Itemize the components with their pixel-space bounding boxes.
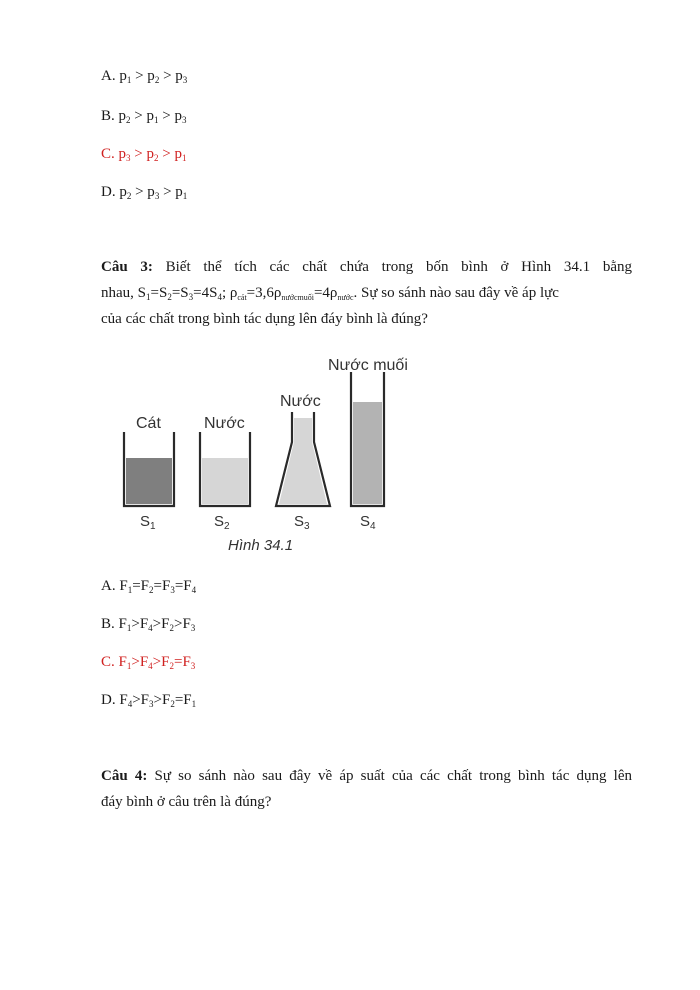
figure-caption: Hình 34.1 (228, 537, 294, 554)
question-3 (101, 254, 632, 332)
label-s4: $S_4$ (360, 513, 376, 532)
label-nuoc-2: Nước (280, 393, 321, 410)
q3-line-2: nhau, $S_1=S_2=S_3=4S_4$; $\rho_{cát}=3,6\rho_{nướcmuối}=4\rho_{nước}$. Sự so sánh nào sau đây về áp lực (101, 285, 559, 302)
option-letter: B. (101, 108, 115, 124)
beaker-s3 (276, 412, 330, 506)
option-letter: D. (101, 692, 116, 708)
label-nuoc-muoi: Nước muối (328, 357, 408, 374)
water-fill (202, 458, 248, 504)
label-s1: $S_1$ (140, 513, 156, 532)
question-label: Câu 3: (101, 259, 153, 275)
option-letter: C. (101, 654, 115, 670)
q2-option-d[interactable]: D. $p_2 > p_3 > p_1$ (101, 184, 188, 201)
label-nuoc-1: Nước (204, 415, 245, 432)
option-letter: B. (101, 616, 115, 632)
label-s2: $S_2$ (214, 513, 230, 532)
beakers-illustration (110, 350, 430, 560)
q4-line-1: Câu 4: Sự so sánh nào sau đây về áp suất của các chất trong bình tác dụng lên (101, 768, 632, 784)
option-letter: D. (101, 184, 116, 200)
q4-line-2: đáy bình ở câu trên là đúng? (101, 794, 272, 810)
saltwater-fill (353, 402, 382, 504)
q3-line-3: của các chất trong bình tác dụng lên đáy bình là đúng? (101, 311, 428, 327)
q2-option-b[interactable]: B. $p_2 > p_1 > p_3$ (101, 108, 187, 125)
sand-fill (126, 458, 172, 504)
label-cat: Cát (136, 415, 161, 432)
q3-option-b[interactable]: B. $F_1>F_4>F_2>F_3$ (101, 616, 196, 633)
figure-34-1 (110, 350, 430, 560)
q3-option-a[interactable]: A. $F_1=F_2=F_3=F_4$ (101, 578, 197, 595)
q3-line-1: Câu 3: Biết thể tích các chất chứa trong bốn bình ở Hình 34.1 bằng (101, 259, 633, 275)
label-s3: $S_3$ (294, 513, 310, 532)
option-letter: C. (101, 146, 115, 162)
q3-option-c-correct[interactable]: C. $F_1>F_4>F_2=F_3$ (101, 654, 196, 671)
option-letter: A. (101, 68, 116, 84)
beaker-s4 (351, 372, 384, 506)
option-letter: A. (101, 578, 116, 594)
q2-option-c-correct[interactable]: C. $p_3 > p_2 > p_1$ (101, 146, 187, 163)
question-4 (101, 763, 632, 815)
beaker-s1 (124, 432, 174, 506)
beaker-s2 (200, 432, 250, 506)
question-label: Câu 4: (101, 768, 148, 784)
q2-option-a[interactable]: A. $p_1 > p_2 > p_3$ (101, 68, 188, 85)
q3-option-d[interactable]: D. $F_4>F_3>F_2=F_1$ (101, 692, 197, 709)
